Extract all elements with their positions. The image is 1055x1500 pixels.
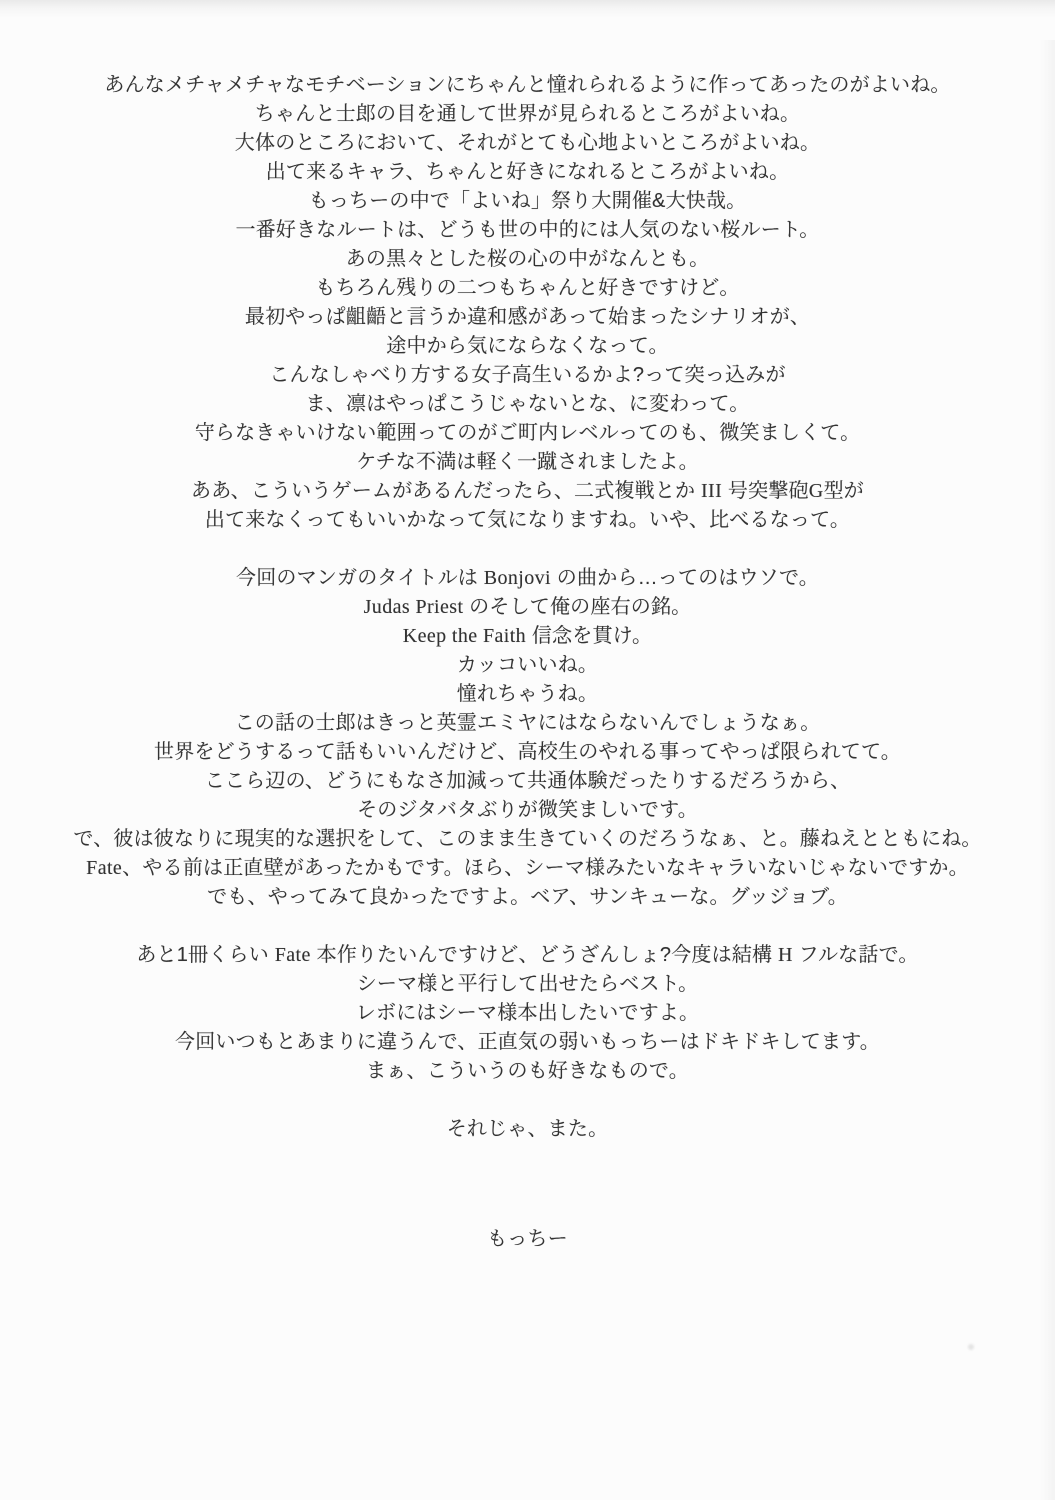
text-line: ケチな不満は軽く一蹴されましたよ。 <box>356 451 699 473</box>
text-line: 大体のところにおいて、それがとても心地よいところがよいね。 <box>234 132 821 154</box>
text-line: で、彼は彼なりに現実的な選択をして、このまま生きていくのだろうなぁ、と。藤ねえとともにね。 <box>73 828 982 850</box>
paragraph <box>0 941 1055 1086</box>
text-line: あの黒々とした桜の心の中がなんとも。 <box>345 248 710 270</box>
latin-text: Fate <box>274 944 311 966</box>
text-line: Judas Priest のそして俺の座右の銘。 <box>363 596 692 618</box>
text-line: カッコいいね。 <box>456 654 599 676</box>
latin-text: Fate <box>86 857 123 879</box>
author-signature: もっちー <box>487 1228 568 1250</box>
latin-text: Bonjovi <box>483 567 552 589</box>
text-line: シーマ様と平行して出せたらベスト。 <box>356 973 699 995</box>
latin-text: G <box>808 480 824 502</box>
text-line: ちゃんと士郎の目を通して世界が見られるところがよいね。 <box>254 103 801 125</box>
text-line: 今回のマンガのタイトルは Bonjovi の曲から…ってのはウソで。 <box>236 567 819 589</box>
text-line: 世界をどうするって話もいいんだけど、高校生のやれる事ってやっぱ限られてて。 <box>154 741 901 763</box>
paragraph <box>0 564 1055 912</box>
paragraph <box>0 71 1055 535</box>
text-line: でも、やってみて良かったですよ。ベア、サンキューな。グッジョブ。 <box>207 886 848 908</box>
text-line: ま、凛はやっぱこうじゃないとな、に変わって。 <box>305 393 750 415</box>
text-line: この話の士郎はきっと英霊エミヤにはならないんでしょうなぁ。 <box>234 712 821 734</box>
text-line: 一番好きなルートは、どうも世の中的には人気のない桜ルート。 <box>235 219 820 241</box>
text-line: もっちーの中で「よいね」祭り大開催&大快哉。 <box>308 190 747 212</box>
latin-text: Judas Priest <box>363 596 464 618</box>
text-line: こんなしゃべり方する女子高生いるかよ?って突っ込みが <box>269 364 786 386</box>
text-line: 守らなきゃいけない範囲ってのがご町内レベルってのも、微笑ましくて。 <box>194 422 861 444</box>
text-line: Keep the Faith 信念を貫け。 <box>402 625 653 647</box>
scan-speck <box>968 1344 974 1350</box>
paragraph <box>0 1115 1055 1144</box>
text-line: 出て来なくってもいいかなって気になりますね。いや、比べるなって。 <box>204 509 851 531</box>
latin-text: Keep the Faith <box>402 625 527 647</box>
text-line: ここら辺の、どうにもなさ加減って共通体験だったりするだろうから、 <box>204 770 851 792</box>
text-line: もちろん残りの二つもちゃんと好きですけど。 <box>315 277 740 299</box>
text-line: 出て来るキャラ、ちゃんと好きになれるところがよいね。 <box>265 161 790 183</box>
text-line: あと1冊くらい Fate 本作りたいんですけど、どうざんしょ?今度は結構 H フルな話で。 <box>136 944 919 966</box>
text-line: 最初やっぱ齟齬と言うか違和感があって始まったシナリオが、 <box>244 306 811 328</box>
text-line: 憧れちゃうね。 <box>456 683 599 705</box>
text-line: ああ、こういうゲームがあるんだったら、二式複戦とか III 号突撃砲G型が <box>191 480 864 502</box>
text-line: まぁ、こういうのも好きなもので。 <box>366 1060 689 1082</box>
text-line: Fate、やる前は正直壁があったかもです。ほら、シーマ様みたいなキャラいないじゃないですか。 <box>86 857 969 879</box>
text-line: あんなメチャメチャなモチベーションにちゃんと憧れられるように作ってあったのがよいね。 <box>104 74 951 96</box>
latin-text: III <box>700 480 723 502</box>
text-line: 今回いつもとあまりに違うんで、正直気の弱いもっちーはドキドキしてます。 <box>175 1031 880 1053</box>
text-line: レボにはシーマ様本出したいですよ。 <box>355 1002 700 1024</box>
text-line: 途中から気にならなくなって。 <box>386 335 669 357</box>
text-line: それじゃ、また。 <box>446 1118 609 1140</box>
text-line: そのジタバタぶりが微笑ましいです。 <box>357 799 698 821</box>
latin-text: H <box>777 944 793 966</box>
